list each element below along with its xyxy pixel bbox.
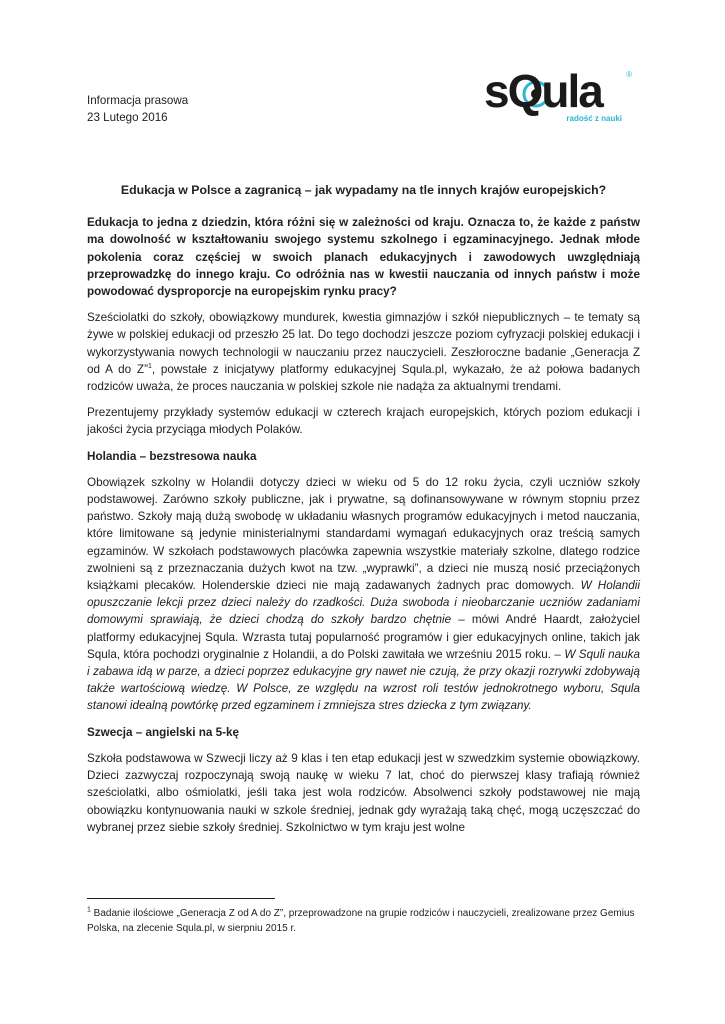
overview-paragraph: Prezentujemy przykłady systemów edukacji w czterech krajach europejskich, których poziom edukacji i jakości życia przyciąga młodych Polaków. xyxy=(87,406,640,437)
squla-logo xyxy=(484,65,634,130)
section-heading-holland: Holandia – bezstresowa nauka xyxy=(87,449,257,463)
press-header xyxy=(87,92,188,126)
footnote-text: Badanie ilościowe „Generacja Z od A do Z”, przeprowadzone na grupie rodziców i nauczycieli, zrealizowane przez Gemius Polska, na zlecenie Squla.pl, w sierpniu 2015 r. xyxy=(87,908,635,934)
footnote-ref: 1 xyxy=(147,362,152,370)
logo-tagline: radość z nauki xyxy=(566,114,622,123)
holland-quote-a: W Holandii opuszczanie lekcji przez dzieci należy do rzadkości. Duża swoboda i nieobarczanie uczniów zadaniami domowymi sprawiają, że dzieci chodzą do szkoły bardzo chętnie xyxy=(87,579,640,627)
holland-text-b: – mówi André Haardt, założyciel platformy edukacyjnej Squla. Wzrasta tutaj popularność programów i gier edukacyjnych online, takich jak Squla, która pochodzi oryginalnie z Holandii, a do Polski zawitała we wrześniu 2015 roku. xyxy=(87,613,640,661)
holland-paragraph xyxy=(87,474,640,715)
footnote-divider xyxy=(87,898,275,899)
section-heading-sweden: Szwecja – angielski na 5-kę xyxy=(87,725,240,739)
article-body xyxy=(87,182,640,845)
press-date: 23 Lutego 2016 xyxy=(87,111,168,124)
intro-paragraph xyxy=(87,309,640,395)
footnote-mark: 1 xyxy=(87,906,91,914)
holland-text-a: Obowiązek szkolny w Holandii dotyczy dzieci w wieku od 5 do 12 roku życia, czyli uczniów szkoły podstawowej. Zarówno szkoły publiczne, jak i prywatne, są dofinansowywane w równym stopniu przez państwo. Szkoły mają dużą swobodę w układaniu własnych programów edukacyjnych i metod nauczania, które limitowane są jedynie ministerialnymi standardami wymagań edukacyjnych oraz treścią samych egzaminów. W szkołach podstawowych placówka zapewnia wszystkie materiały szkolne, dlatego rodzice zwolnieni są z przeznaczania dużych kwot na tzw. „wyprawki”, a dzieci nie muszą nosić przeciążonych książkami plecaków. Holenderskie dzieci nie mają zadawanych żadnych prac domowych. xyxy=(87,475,640,593)
logo-wordmark: sQula xyxy=(484,65,602,117)
lead-paragraph: Edukacja to jedna z dziedzin, która różni się w zależności od kraju. Oznacza to, że każde z państw ma dowolność w kształtowaniu swojego systemu szkolnego i egzaminacyjnego. Jednak młode pokolenia coraz częściej w swoich planach edukacyjnych i zawodowych uwzględniają przeprowadzkę do innego kraju. Co odróżnia nas w kwestii nauczania od innych państw i może powodować dysproporcje na europejskim rynku pracy? xyxy=(87,216,640,299)
article-title: Edukacja w Polsce a zagranicą – jak wypadamy na tle innych krajów europejskich? xyxy=(120,183,607,197)
footnote xyxy=(87,906,647,936)
sweden-paragraph: Szkoła podstawowa w Szwecji liczy aż 9 klas i ten etap edukacji jest w szwedzkim systemie obowiązkowy. Dzieci zazwyczaj rozpoczynają swoją naukę w wieku 7 lat, choć do pierwszej klasy trafiają również sześciolatki, albo ośmiolatki, jeśli taka jest wola rodziców. Absolwenci szkoły podstawowej nie mają obowiązku kontynuowania nauki w szkole średniej, jednak gdy wyrażają taką chęć, mogą uczęszczać do wybranej przez siebie szkoły średniej. Szkolnictwo w tym kraju jest wolne xyxy=(87,751,640,834)
press-label: Informacja prasowa xyxy=(87,94,189,107)
intro-text-a: Sześciolatki do szkoły, obowiązkowy mundurek, kwestia gimnazjów i szkół niepublicznych – te tematy są żywe w polskiej edukacji od przeszło 25 lat. Do tego dochodzi jeszcze poziom cyfryzacji polskiej edukacji i wykorzystywania nowych technologii w nauczaniu przez nauczycieli. Zeszłoroczne badanie „Generacja Z od A do Z” xyxy=(87,311,640,376)
logo-registered: ® xyxy=(626,70,632,79)
holland-quote-b: – W Squli nauka i zabawa idą w parze, a dzieci poprzez edukacyjne gry nawet nie czują, że przy okazji rozrywki zdobywają także wartościową wiedzę. W Polsce, ze względu na wzrost roli testów jednokrotnego wyboru, Squla stanowi idealną powtórkę przed egzaminem i zmniejsza stres dziecka z tym związany. xyxy=(87,647,641,713)
intro-text-b: , powstałe z inicjatywy platformy edukacyjnej Squla.pl, wykazało, że aż połowa badanych rodziców uważa, że proces nauczania w polskiej szkole nie nadąża za aktualnymi trendami. xyxy=(87,362,640,394)
